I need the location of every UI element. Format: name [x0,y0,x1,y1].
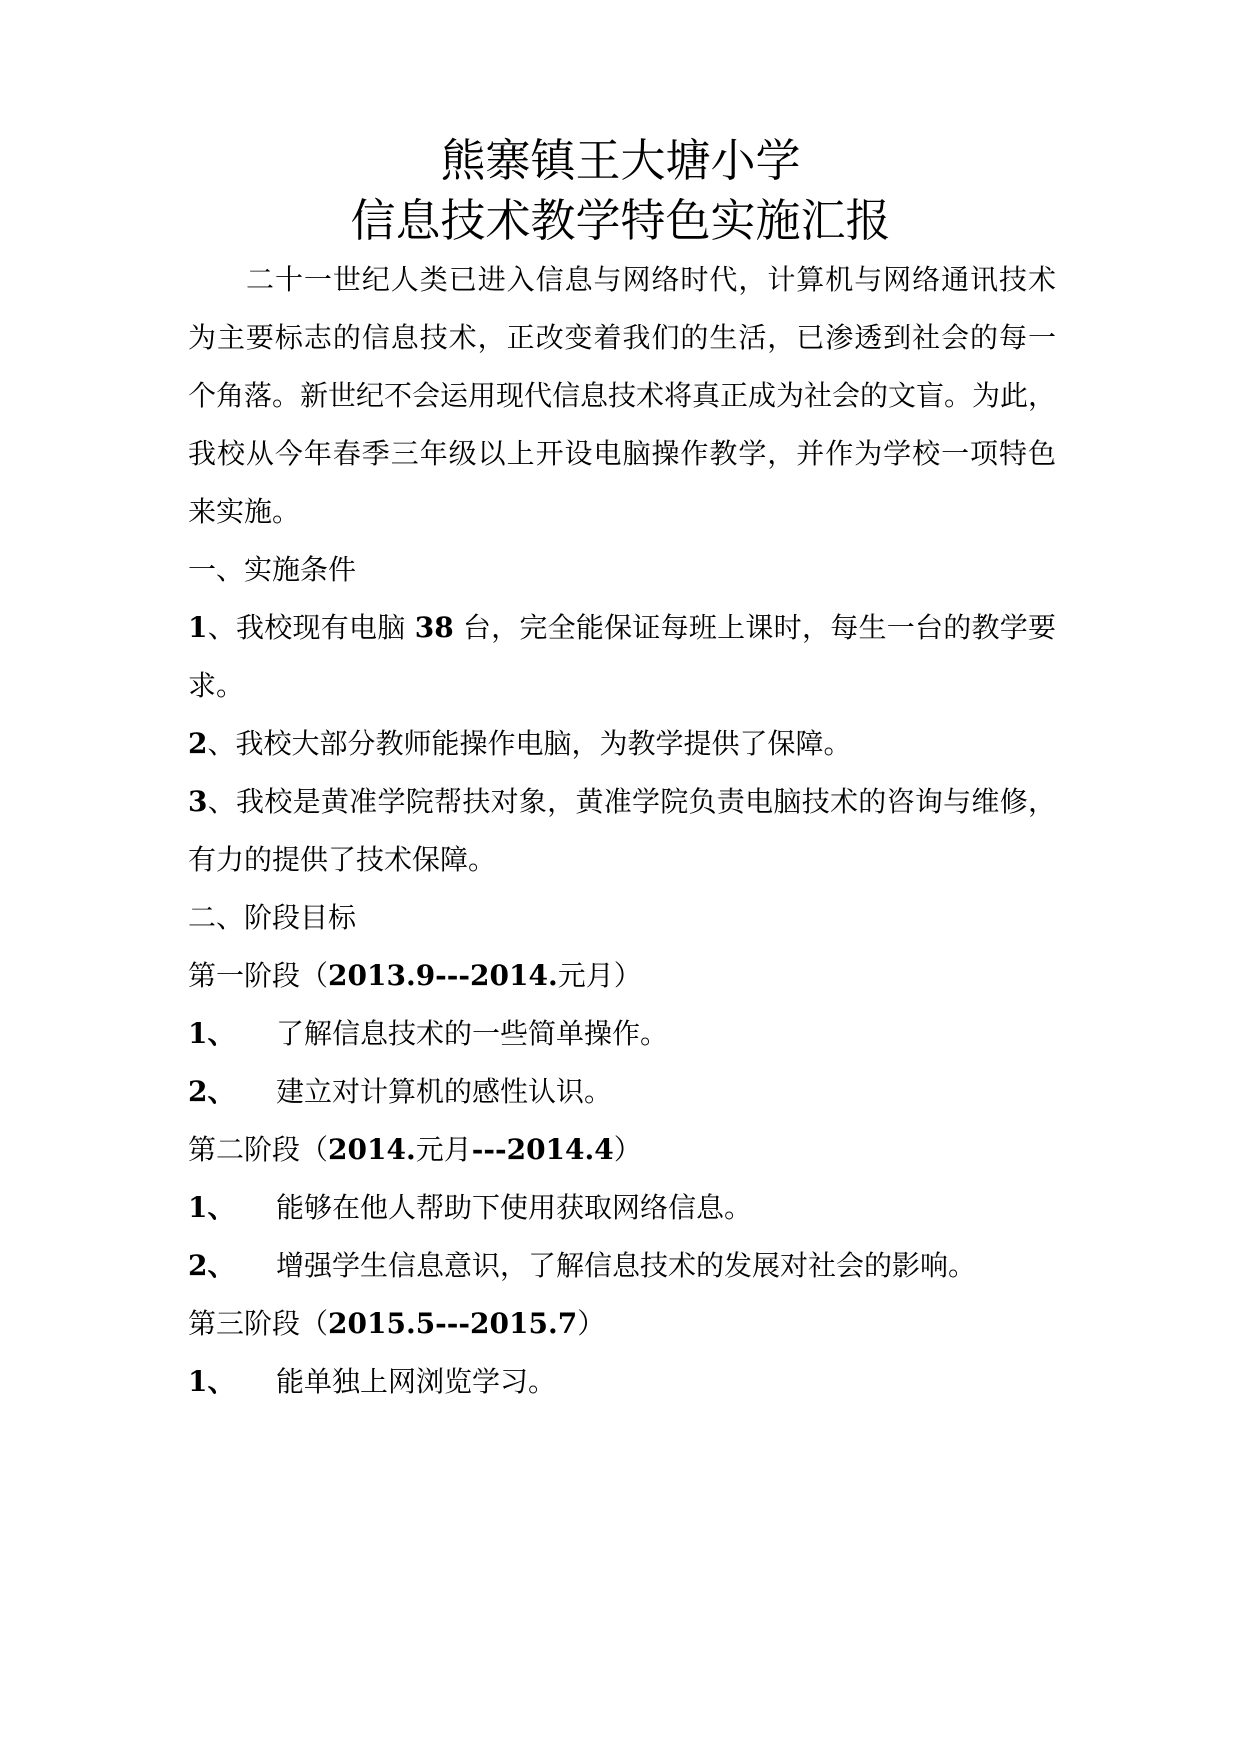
stage-heading-2 [188,1132,1056,1168]
stage-2-item-2-number: 2、 [188,1249,236,1282]
condition-text: 、我校大部分教师能操作电脑，为教学提供了保障。 [207,727,852,760]
stage-1-item-1-number: 1、 [188,1017,236,1050]
intro-line-2: 为主要标志的信息技术，正改变着我们的生活，已渗透到社会的每一 [188,321,1056,354]
condition-item-1-continued: 求。 [188,669,245,702]
section-heading-stage-goals: 二、阶段目标 [188,901,357,934]
stage-range: 2015.5---2015.7 [328,1307,578,1340]
stage-3-item-1-number: 1、 [188,1365,236,1398]
stage-range-end: ---2014.4 [471,1133,614,1166]
condition-number: 3 [188,785,208,818]
stage-range: 2013.9---2014. [328,959,558,992]
condition-item-3 [188,784,1056,820]
stage-2-item-1-text: 能够在他人帮助下使用获取网络信息。 [276,1191,753,1224]
stage-1-item-1-text: 了解信息技术的一些简单操作。 [276,1017,669,1050]
stage-3-item-1-text: 能单独上网浏览学习。 [276,1365,557,1398]
stage-2-item-2-text: 增强学生信息意识，了解信息技术的发展对社会的影响。 [276,1249,977,1282]
stage-heading-3 [188,1306,1056,1342]
condition-text: 、我校现有电脑 [207,611,415,644]
condition-number: 2 [188,727,208,760]
intro-line-4: 我校从今年春季三年级以上开设电脑操作教学，并作为学校一项特色 [188,437,1056,470]
stage-label: 第二阶段（ [188,1133,329,1166]
stage-2-item-1-number: 1、 [188,1191,236,1224]
intro-line-5: 来实施。 [188,495,301,528]
document-title-report: 信息技术教学特色实施汇报 [350,194,891,247]
computer-count: 38 [414,611,454,644]
section-heading-conditions: 一、实施条件 [188,553,357,586]
condition-item-1 [188,610,1056,646]
stage-label-close: ） [613,959,642,992]
intro-line-1: 二十一世纪人类已进入信息与网络时代，计算机与网络通讯技术 [246,263,1056,296]
condition-item-2 [188,726,1056,762]
stage-1-item-2-text: 建立对计算机的感性认识。 [276,1075,613,1108]
condition-text-rest: 台，完全能保证每班上课时，每生一台的教学要 [453,611,1057,644]
condition-item-3-continued: 有力的提供了技术保障。 [188,843,497,876]
stage-1-item-2-number: 2、 [188,1075,236,1108]
document-title-school: 熊寨镇王大塘小学 [440,134,801,187]
stage-label-close: ） [577,1307,606,1340]
stage-range-month: 元月 [415,1133,472,1166]
condition-number: 1 [188,611,208,644]
stage-label: 第三阶段（ [188,1307,329,1340]
stage-label-close: ） [613,1133,642,1166]
intro-line-3: 个角落。新世纪不会运用现代信息技术将真正成为社会的文盲。为此， [188,379,1057,412]
stage-label: 第一阶段（ [188,959,329,992]
condition-text: 、我校是黄准学院帮扶对象，黄准学院负责电脑技术的咨询与维修， [207,785,1056,818]
stage-heading-1 [188,958,1056,994]
stage-range-month: 元月 [557,959,614,992]
stage-range: 2014. [328,1133,416,1166]
